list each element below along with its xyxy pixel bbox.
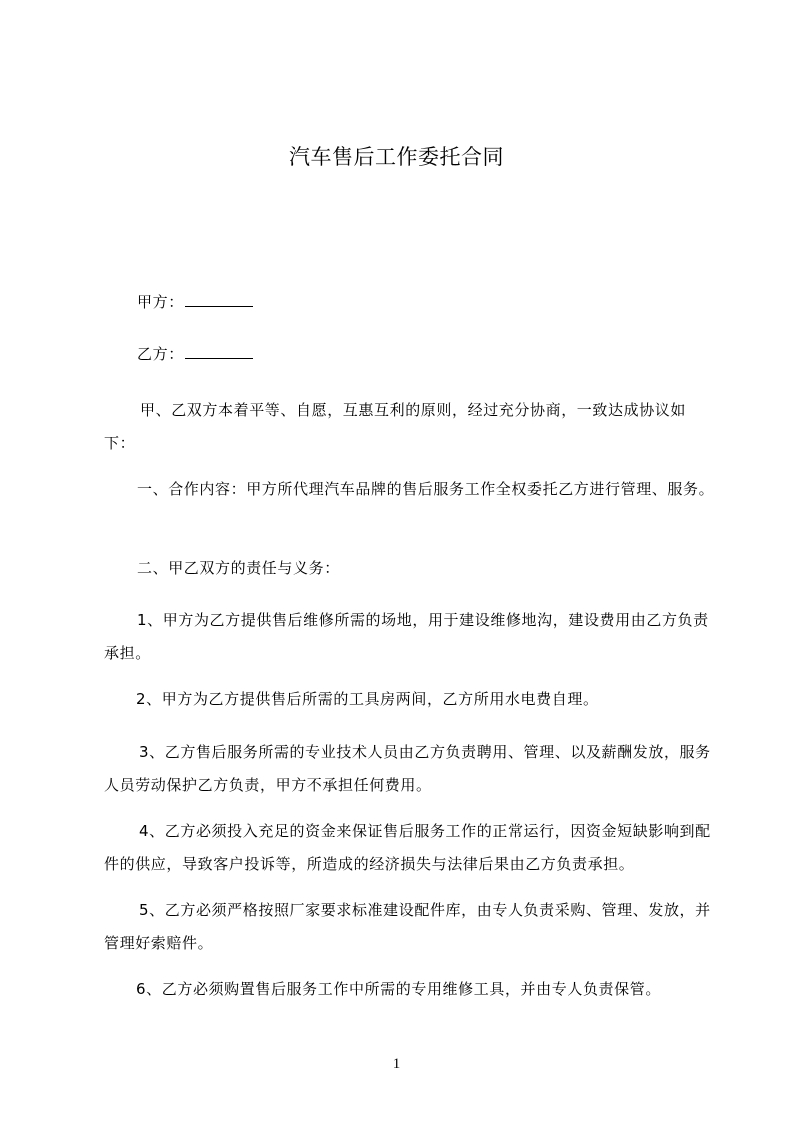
item-4-paragraph: 4、乙方必须投入充足的资金来保证售后服务工作的正常运行，因资金短缺影响到配件的供应，导致客户投诉等，所造成的经济损失与法律后果由乙方负责承担。 [104,822,711,873]
item-1-paragraph: 1、甲方为乙方提供售后维修所需的场地，用于建设维修地沟，建设费用由乙方负责承担。 [104,611,709,662]
item-6-paragraph: 6、乙方必须购置售后服务工作中所需的专用维修工具，并由专人负责保管。 [136,980,661,998]
party-b-blank [185,344,253,359]
party-a-label: 甲方： [137,293,184,311]
party-a-line [137,286,749,319]
intro-paragraph: 甲、乙双方本着平等、自愿，互惠互利的原则，经过充分协商，一致达成协议如下： [104,401,687,452]
clause-1-paragraph: 一、合作内容：甲方所代理汽车品牌的售后服务工作全权委托乙方进行管理、服务。 [137,480,715,498]
clause-2-heading: 二、甲乙双方的责任与义务： [137,559,340,577]
item-5-paragraph: 5、乙方必须严格按照厂家要求标准建设配件库，由专人负责采购、管理、发放，并管理好索赔件。 [104,901,711,952]
party-b-label: 乙方： [137,345,184,363]
party-a-blank [185,292,253,307]
item-2-paragraph: 2、甲方为乙方提供售后所需的工具房两间，乙方所用水电费自理。 [136,690,599,708]
item-3-paragraph: 3、乙方售后服务所需的专业技术人员由乙方负责聘用、管理、以及薪酬发放，服务人员劳动保护乙方负责，甲方不承担任何费用。 [104,743,711,794]
party-b-line [137,338,749,371]
document-title: 汽车售后工作委托合同 [289,145,504,169]
page-number: 1 [392,1056,401,1072]
